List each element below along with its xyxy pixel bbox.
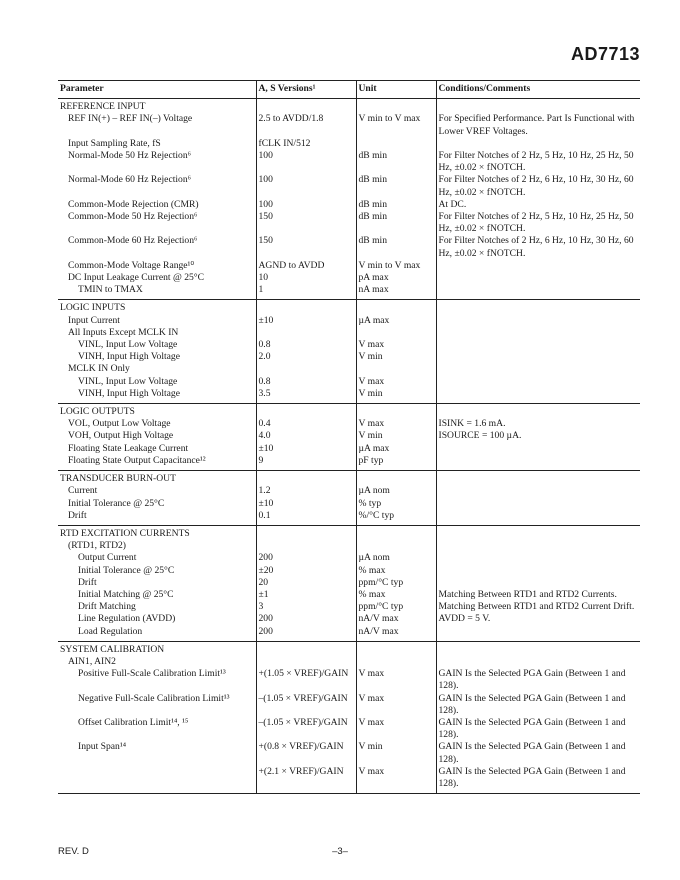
parameter-cell: Positive Full-Scale Calibration Limit¹³	[78, 668, 226, 680]
parameter-cell: Initial Tolerance @ 25°C	[68, 497, 165, 509]
value-cell	[256, 471, 356, 486]
conditions-cell	[436, 99, 640, 114]
value-cell: 2.5 to AVDD/1.8	[256, 113, 356, 137]
table-row	[58, 471, 640, 486]
conditions-cell	[436, 327, 640, 339]
value-cell: 9	[256, 455, 356, 471]
parameter-cell: Negative Full-Scale Calibration Limit¹³	[78, 692, 230, 704]
table-row	[58, 589, 640, 601]
parameter-cell: Input Current	[68, 314, 120, 326]
table-row	[58, 430, 640, 442]
conditions-cell: AVDD = 5 V.	[436, 613, 640, 625]
unit-cell	[356, 471, 436, 486]
conditions-cell: At DC.	[436, 199, 640, 211]
value-cell	[256, 99, 356, 114]
conditions-cell	[436, 443, 640, 455]
parameter-cell: RTD EXCITATION CURRENTS	[58, 525, 256, 540]
value-cell: ±1	[256, 589, 356, 601]
unit-cell: %/°C typ	[356, 510, 436, 526]
table-row	[58, 388, 640, 404]
table-row	[58, 113, 640, 137]
value-cell: 3	[256, 601, 356, 613]
unit-cell: V max	[356, 766, 436, 794]
parameter-cell: Common-Mode 60 Hz Rejection⁶	[68, 235, 198, 247]
conditions-cell: GAIN Is the Selected PGA Gain (Between 1 and 128).	[436, 766, 640, 794]
conditions-cell	[436, 498, 640, 510]
table-row	[58, 443, 640, 455]
unit-cell: V min	[356, 351, 436, 363]
conditions-cell: For Filter Notches of 2 Hz, 5 Hz, 10 Hz, 25 Hz, 50 Hz, ±0.02 × fNOTCH.	[436, 150, 640, 174]
unit-cell	[356, 138, 436, 150]
value-cell: 10	[256, 272, 356, 284]
parameter-cell: Line Regulation (AVDD)	[78, 613, 176, 625]
table-row	[58, 99, 640, 114]
value-cell: –(1.05 × VREF)/GAIN	[256, 693, 356, 717]
parameter-cell: TMIN to TMAX	[58, 284, 256, 300]
conditions-cell: For Filter Notches of 2 Hz, 6 Hz, 10 Hz, 30 Hz, 60 Hz, ±0.02 × fNOTCH.	[436, 174, 640, 198]
conditions-cell	[436, 315, 640, 327]
table-row	[58, 455, 640, 471]
page-title: AD7713	[570, 44, 640, 64]
unit-cell	[356, 300, 436, 315]
parameter-cell: Load Regulation	[58, 626, 256, 642]
conditions-cell	[436, 641, 640, 656]
table-row	[58, 211, 640, 235]
value-cell: 0.8	[256, 339, 356, 351]
value-cell: AGND to AVDD	[256, 260, 356, 272]
parameter-cell: Common-Mode Rejection (CMR)	[68, 198, 199, 210]
revision-label: REV. D	[58, 846, 89, 857]
unit-cell	[356, 363, 436, 375]
specifications-table	[58, 80, 640, 794]
parameter-cell: Floating State Output Capacitance¹²	[58, 455, 256, 471]
unit-cell: V min	[356, 388, 436, 404]
table-row	[58, 300, 640, 315]
value-cell: +(1.05 × VREF)/GAIN	[256, 668, 356, 692]
conditions-cell	[436, 388, 640, 404]
parameter-cell: Output Current	[78, 552, 137, 564]
conditions-cell: ISOURCE = 100 µA.	[436, 430, 640, 442]
page-number: –3–	[332, 846, 348, 857]
value-cell: fCLK IN/512	[256, 138, 356, 150]
conditions-cell: GAIN Is the Selected PGA Gain (Between 1 and 128).	[436, 741, 640, 765]
table-row	[58, 626, 640, 642]
table-row	[58, 766, 640, 794]
value-cell	[256, 300, 356, 315]
table-row	[58, 741, 640, 765]
table-row	[58, 540, 640, 552]
conditions-cell: Matching Between RTD1 and RTD2 Current Drift.	[436, 601, 640, 613]
unit-cell	[356, 99, 436, 114]
table-row	[58, 327, 640, 339]
unit-cell: V max	[356, 339, 436, 351]
unit-cell: % max	[356, 565, 436, 577]
conditions-cell	[436, 525, 640, 540]
conditions-cell	[436, 455, 640, 471]
unit-cell: µA max	[356, 315, 436, 327]
unit-cell	[356, 641, 436, 656]
parameter-cell: VOL, Output Low Voltage	[68, 418, 171, 430]
parameter-cell: VINL, Input Low Voltage	[78, 375, 178, 387]
conditions-cell: GAIN Is the Selected PGA Gain (Between 1 and 128).	[436, 668, 640, 692]
conditions-cell	[436, 565, 640, 577]
table-row	[58, 376, 640, 388]
conditions-cell	[436, 404, 640, 419]
unit-cell: V min to V max	[356, 113, 436, 137]
unit-cell: dB min	[356, 199, 436, 211]
table-row	[58, 150, 640, 174]
table-row	[58, 641, 640, 656]
unit-cell: nA/V max	[356, 626, 436, 642]
value-cell: ±10	[256, 498, 356, 510]
parameter-cell: AIN1, AIN2	[68, 655, 116, 667]
table-body	[58, 99, 640, 794]
table-row	[58, 613, 640, 625]
table-row	[58, 717, 640, 741]
table-row	[58, 260, 640, 272]
unit-cell: % max	[356, 589, 436, 601]
parameter-cell: VOH, Output High Voltage	[68, 430, 174, 442]
unit-cell: pA max	[356, 272, 436, 284]
value-cell	[256, 404, 356, 419]
unit-cell: dB min	[356, 174, 436, 198]
unit-cell: V max	[356, 376, 436, 388]
unit-cell: dB min	[356, 211, 436, 235]
unit-cell: V min	[356, 741, 436, 765]
table-row	[58, 552, 640, 564]
table-row	[58, 284, 640, 300]
table-row	[58, 656, 640, 668]
conditions-cell: For Specified Performance. Part Is Functional with Lower VREF Voltages.	[436, 113, 640, 137]
value-cell: 100	[256, 199, 356, 211]
table-row	[58, 235, 640, 259]
value-cell: 0.8	[256, 376, 356, 388]
table-row	[58, 668, 640, 692]
unit-cell: ppm/°C typ	[356, 601, 436, 613]
conditions-cell	[436, 540, 640, 552]
parameter-cell: DC Input Leakage Current @ 25°C	[68, 272, 205, 284]
parameter-cell: Drift	[58, 510, 256, 526]
value-cell	[256, 656, 356, 668]
table-row	[58, 363, 640, 375]
parameter-cell: TRANSDUCER BURN-OUT	[58, 471, 256, 486]
unit-cell: dB min	[356, 235, 436, 259]
unit-cell	[356, 656, 436, 668]
conditions-cell: Matching Between RTD1 and RTD2 Currents.	[436, 589, 640, 601]
conditions-cell	[436, 510, 640, 526]
unit-cell: V max	[356, 693, 436, 717]
value-cell	[256, 641, 356, 656]
conditions-cell	[436, 626, 640, 642]
value-cell: +(0.8 × VREF)/GAIN	[256, 741, 356, 765]
unit-cell: nA/V max	[356, 613, 436, 625]
conditions-cell	[436, 577, 640, 589]
parameter-cell: MCLK IN Only	[68, 363, 130, 375]
parameter-cell: Current	[68, 485, 98, 497]
value-cell: 20	[256, 577, 356, 589]
table-row	[58, 565, 640, 577]
table-row	[58, 199, 640, 211]
table-row	[58, 601, 640, 613]
conditions-cell	[436, 284, 640, 300]
parameter-cell: Normal-Mode 60 Hz Rejection⁶	[68, 174, 191, 186]
table-row	[58, 485, 640, 497]
value-cell: 1.2	[256, 485, 356, 497]
value-cell: 150	[256, 211, 356, 235]
conditions-cell	[436, 260, 640, 272]
value-cell: 3.5	[256, 388, 356, 404]
value-cell: 0.4	[256, 418, 356, 430]
parameter-cell: REFERENCE INPUT	[58, 99, 256, 114]
parameter-cell: SYSTEM CALIBRATION	[58, 641, 256, 656]
parameter-cell: Input Sampling Rate, fS	[68, 137, 161, 149]
parameter-cell: VINH, Input High Voltage	[58, 388, 256, 404]
parameter-cell: LOGIC INPUTS	[58, 300, 256, 315]
unit-cell: µA nom	[356, 485, 436, 497]
unit-cell: nA max	[356, 284, 436, 300]
parameter-cell: REF IN(+) – REF IN(–) Voltage	[68, 113, 193, 125]
conditions-cell	[436, 656, 640, 668]
value-cell	[256, 363, 356, 375]
table-row	[58, 525, 640, 540]
parameter-cell: Common-Mode Voltage Range¹⁰	[68, 259, 195, 271]
value-cell: 100	[256, 150, 356, 174]
table-row	[58, 498, 640, 510]
value-cell: 200	[256, 552, 356, 564]
conditions-cell: For Filter Notches of 2 Hz, 6 Hz, 10 Hz, 30 Hz, 60 Hz, ±0.02 × fNOTCH.	[436, 235, 640, 259]
conditions-cell	[436, 138, 640, 150]
value-cell: ±10	[256, 315, 356, 327]
value-cell: +(2.1 × VREF)/GAIN	[256, 766, 356, 794]
unit-cell: % typ	[356, 498, 436, 510]
conditions-cell: ISINK = 1.6 mA.	[436, 418, 640, 430]
unit-cell: ppm/°C typ	[356, 577, 436, 589]
value-cell: 4.0	[256, 430, 356, 442]
conditions-cell	[436, 351, 640, 363]
conditions-cell	[436, 485, 640, 497]
conditions-cell: GAIN Is the Selected PGA Gain (Between 1 and 128).	[436, 717, 640, 741]
table-row	[58, 339, 640, 351]
unit-cell: µA nom	[356, 552, 436, 564]
table-row	[58, 404, 640, 419]
parameter-cell: Input Span¹⁴	[78, 741, 127, 753]
unit-cell: V min	[356, 430, 436, 442]
table-row	[58, 174, 640, 198]
parameter-cell: All Inputs Except MCLK IN	[68, 326, 179, 338]
table-row	[58, 510, 640, 526]
value-cell: 1	[256, 284, 356, 300]
unit-cell: V max	[356, 717, 436, 741]
value-cell	[256, 327, 356, 339]
conditions-cell: GAIN Is the Selected PGA Gain (Between 1 and 128).	[436, 693, 640, 717]
unit-cell	[356, 525, 436, 540]
table-row	[58, 418, 640, 430]
value-cell	[256, 540, 356, 552]
parameter-cell: Drift Matching	[78, 601, 136, 613]
unit-cell: pF typ	[356, 455, 436, 471]
column-header-conditions: Conditions/Comments	[436, 81, 640, 99]
table-row	[58, 272, 640, 284]
table-header-row	[58, 81, 640, 99]
column-header-versions: A, S Versions¹	[256, 81, 356, 99]
table-row	[58, 577, 640, 589]
value-cell	[256, 525, 356, 540]
conditions-cell	[436, 552, 640, 564]
unit-cell: dB min	[356, 150, 436, 174]
unit-cell: V max	[356, 668, 436, 692]
value-cell: –(1.05 × VREF)/GAIN	[256, 717, 356, 741]
conditions-cell: For Filter Notches of 2 Hz, 5 Hz, 10 Hz, 25 Hz, 50 Hz, ±0.02 × fNOTCH.	[436, 211, 640, 235]
column-header-parameter: Parameter	[58, 81, 256, 99]
parameter-cell: Initial Matching @ 25°C	[78, 588, 174, 600]
conditions-cell	[436, 339, 640, 351]
conditions-cell	[436, 363, 640, 375]
conditions-cell	[436, 272, 640, 284]
parameter-cell: Drift	[78, 576, 97, 588]
parameter-cell: VINH, Input High Voltage	[78, 351, 180, 363]
parameter-cell: (RTD1, RTD2)	[68, 540, 127, 552]
parameter-cell: VINL, Input Low Voltage	[78, 339, 178, 351]
column-header-unit: Unit	[356, 81, 436, 99]
value-cell: 0.1	[256, 510, 356, 526]
unit-cell: V min to V max	[356, 260, 436, 272]
table-row	[58, 351, 640, 363]
conditions-cell	[436, 471, 640, 486]
conditions-cell	[436, 376, 640, 388]
value-cell: 100	[256, 174, 356, 198]
parameter-cell: Normal-Mode 50 Hz Rejection⁶	[68, 150, 191, 162]
conditions-cell	[436, 300, 640, 315]
table-row	[58, 693, 640, 717]
unit-cell	[356, 540, 436, 552]
parameter-cell: Floating State Leakage Current	[68, 442, 189, 454]
value-cell: 200	[256, 613, 356, 625]
value-cell: 150	[256, 235, 356, 259]
value-cell: ±20	[256, 565, 356, 577]
parameter-cell: Offset Calibration Limit¹⁴, ¹⁵	[78, 716, 189, 728]
value-cell: 2.0	[256, 351, 356, 363]
parameter-cell: LOGIC OUTPUTS	[58, 404, 256, 419]
parameter-cell	[58, 766, 256, 794]
table-row	[58, 138, 640, 150]
unit-cell	[356, 404, 436, 419]
value-cell: 200	[256, 626, 356, 642]
unit-cell: V max	[356, 418, 436, 430]
table-row	[58, 315, 640, 327]
unit-cell: µA max	[356, 443, 436, 455]
parameter-cell: Common-Mode 50 Hz Rejection⁶	[68, 211, 198, 223]
parameter-cell: Initial Tolerance @ 25°C	[78, 564, 175, 576]
value-cell: ±10	[256, 443, 356, 455]
unit-cell	[356, 327, 436, 339]
